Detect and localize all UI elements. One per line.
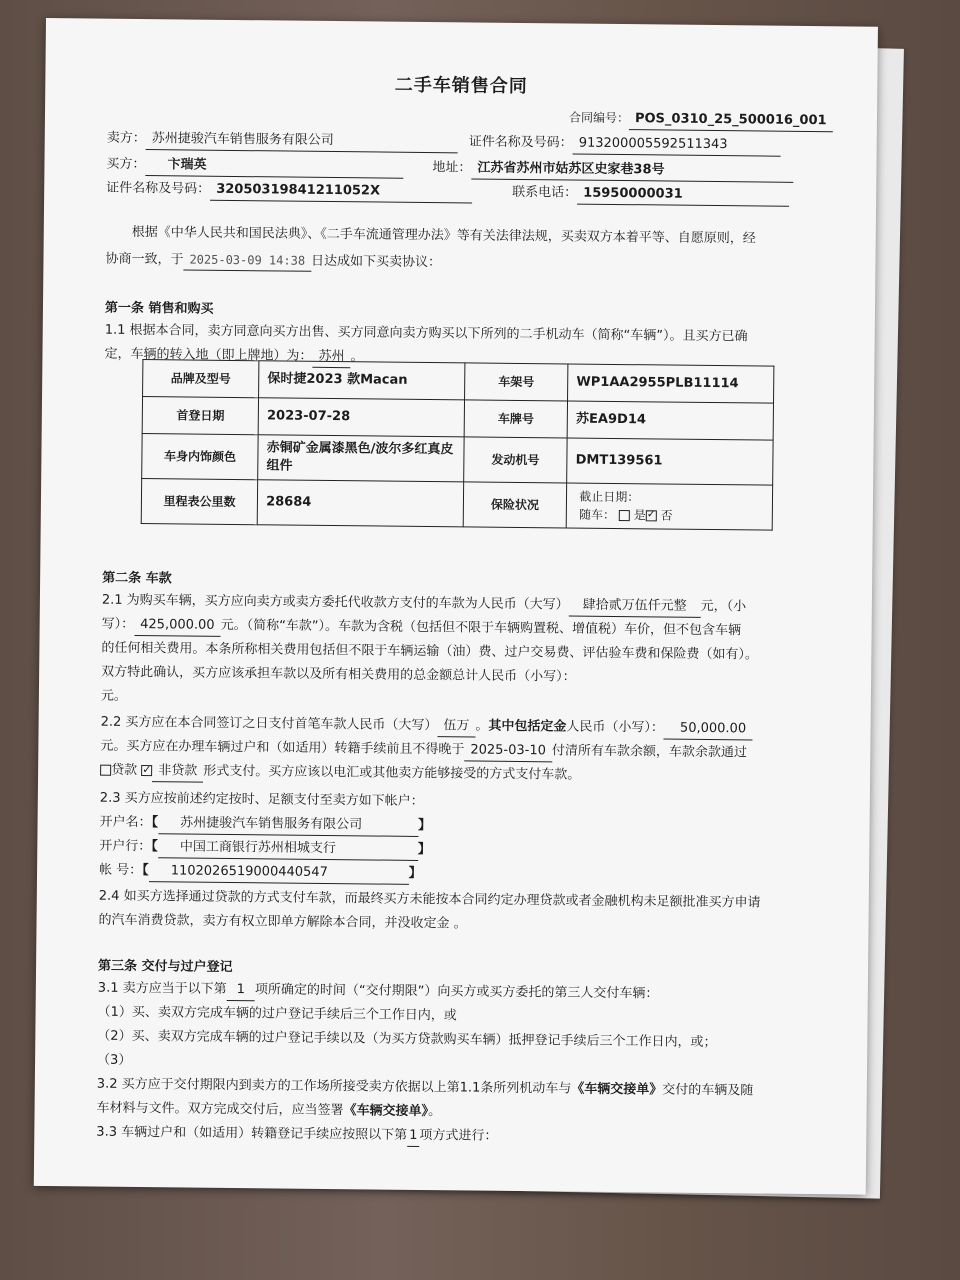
art2-p22-l2a: 元。买方应在办理车辆过户和（如适用）转籍手续前且不得晚于 xyxy=(100,738,465,758)
contract-no-value: POS_0310_25_500016_001 xyxy=(629,109,833,132)
insurance-label: 保险状况 xyxy=(463,482,567,528)
contract-no-row xyxy=(569,107,833,132)
art2-p21-line2 xyxy=(102,615,742,643)
vin-value: WP1AA2955PLB11114 xyxy=(568,364,774,403)
art2-p21-l2b: 元。（简称“车款”）。车款为含税（包括但不限于车辆购置税、增值税）车价，但不包含车辆 xyxy=(220,617,742,639)
brand-value: 保时捷2023 款Macan xyxy=(259,361,465,400)
buyer-phone-label: 联系电话： xyxy=(512,184,578,201)
art2-p21-l1a: 2.1 为购买车辆，买方应向卖方或卖方委托代收款方支付的车款为人民币（大写） xyxy=(101,592,569,613)
engine-value: DMT139561 xyxy=(567,438,773,485)
account-name: 苏州捷骏汽车销售服务有限公司 xyxy=(158,813,418,837)
art3-p33a: 3.3 车辆过户和（如适用）转籍登记手续应按照以下第 xyxy=(96,1124,408,1143)
deposit-bold: 其中包括定金 xyxy=(488,718,567,735)
art2-p21-line4: 双方特此确认，买方应该承担车款以及所有相关费用的总金额总计人民币（小写）： xyxy=(101,664,576,685)
yes-checkbox[interactable] xyxy=(619,510,630,521)
buyer-phone-row xyxy=(512,183,789,207)
buyer-row xyxy=(106,155,403,179)
contract-no-label: 合同编号： xyxy=(568,110,630,126)
reg-date-label: 首登日期 xyxy=(142,397,259,435)
art1-p1-line2b: 。 xyxy=(350,349,364,365)
art2-p21-line1 xyxy=(102,591,747,619)
art3-opt1: （1）买、卖双方完成车辆的过户登记手续后三个工作日内，或 xyxy=(97,1004,457,1024)
art3-p32-l2b: 。 xyxy=(428,1104,442,1120)
mileage-label: 里程表公里数 xyxy=(141,479,258,525)
art2-p21-l1b: 元，（小 xyxy=(700,598,747,615)
article-1-heading: 第一条 销售和购买 xyxy=(104,300,214,317)
no-label: 否 xyxy=(660,508,673,523)
article-3-heading: 第三条 交付与过户登记 xyxy=(97,958,233,976)
art3-opt3: （3） xyxy=(97,1052,132,1068)
price-in-words: 肆拾贰万伍仟元整 xyxy=(569,596,701,618)
with-car-row xyxy=(575,506,764,526)
table-row xyxy=(142,434,773,486)
plate-value: 苏EA9D14 xyxy=(567,401,773,440)
account-name-label: 开户名： xyxy=(99,814,152,831)
buyer-id-row xyxy=(106,179,472,204)
vin-label: 车架号 xyxy=(464,363,568,401)
account-no-row: 帐 号：【 1102026519000440547 】 xyxy=(99,861,422,885)
art2-p21-l2a: 写）： xyxy=(101,616,135,632)
table-row xyxy=(141,479,772,531)
buyer-name: 卞瑞英 xyxy=(145,155,403,179)
yes-label: 是 xyxy=(633,508,646,523)
buyer-label: 买方： xyxy=(106,156,146,173)
handover-doc-1: 《车辆交接单》 xyxy=(571,1081,663,1098)
buyer-addr-value: 江苏省苏州市姑苏区史家巷38号 xyxy=(471,158,793,182)
transfer-city: 苏州 xyxy=(312,347,350,368)
seller-id-row xyxy=(469,132,781,156)
art2-p22-l1b: 。 xyxy=(475,718,489,734)
intro-line-2 xyxy=(105,249,441,274)
no-checkbox[interactable] xyxy=(646,510,657,521)
brand-label: 品牌及型号 xyxy=(143,360,260,398)
seller-label: 卖方： xyxy=(106,130,146,147)
agreement-date: 2025-03-09 14:38 xyxy=(183,249,311,271)
delivery-item-no: 1 xyxy=(227,980,255,1001)
art2-p22-l1c: 人民币（小写）： xyxy=(566,719,665,736)
art3-p31b: 项所确定的时间（“交付期限”）向买方或买方委托的第三人交付车辆： xyxy=(254,982,659,1002)
bank-name: 中国工商银行苏州相城支行 xyxy=(158,837,418,861)
seller-name: 苏州捷骏汽车销售服务有限公司 xyxy=(146,129,458,153)
art3-p32-l1a: 3.2 买方应于交付期限内到卖方的工作场所接受卖方依据以上第1.1条所列机动车与 xyxy=(96,1076,572,1097)
buyer-phone-value: 15950000031 xyxy=(577,184,789,207)
buyer-addr-row xyxy=(432,158,793,183)
bank-row: 开户行：【 中国工商银行苏州相城支行 】 xyxy=(99,837,431,861)
art2-p22-l1a: 2.2 买方应在本合同签订之日支付首笔车款人民币（大写） xyxy=(100,714,438,734)
account-no-label: 帐 号： xyxy=(99,862,143,879)
account-name-row: 开户名：【 苏州捷骏汽车销售服务有限公司 】 xyxy=(99,813,431,837)
buyer-addr-label: 地址： xyxy=(432,160,472,176)
loan-checkbox[interactable] xyxy=(100,765,111,776)
buyer-id-label: 证件名称及号码： xyxy=(106,180,211,197)
loan-label: 贷款 xyxy=(111,762,138,778)
plate-label: 车牌号 xyxy=(464,400,568,438)
vehicle-info-table xyxy=(141,359,775,531)
account-no: 1102026519000440547 xyxy=(149,861,409,885)
deposit-amount: 50,000.00 xyxy=(664,719,752,741)
handover-doc-2: 《车辆交接单》 xyxy=(343,1103,429,1120)
expiry-label: 截止日期： xyxy=(579,489,640,505)
art3-p31a: 3.1 卖方应当于以下第 xyxy=(97,980,227,997)
nonloan-checkbox[interactable] xyxy=(141,765,152,776)
article-2-heading: 第二条 车款 xyxy=(102,570,172,587)
seller-row xyxy=(107,129,458,154)
seller-id-label: 证件名称及号码： xyxy=(468,134,573,151)
intro-line-2b: 日达成如下买卖协议： xyxy=(310,253,442,271)
art2-p21-line5: 元。 xyxy=(100,688,127,704)
intro-line-1: 根据《中华人民共和国民法典》、《二手车流通管理办法》等有关法律法规，买卖双方本着平等、自愿原则，经 xyxy=(131,224,756,247)
buyer-id-value: 32050319841211052X xyxy=(210,180,472,204)
art1-p1-line2a: 定，车辆的转入地（即上牌地）为： xyxy=(104,346,313,364)
reg-date-value: 2023-07-28 xyxy=(258,398,464,437)
art2-p21-line3: 的任何相关费用。本条所称相关费用包括但不限于车辆运输（油）费、过户交易费、评估验车费和保险费（如有）。 xyxy=(101,640,758,663)
bank-label: 开户行： xyxy=(99,838,152,855)
art3-p32-line1 xyxy=(97,1075,754,1102)
art3-p31 xyxy=(98,979,659,1006)
mileage-value: 28684 xyxy=(257,480,463,527)
engine-label: 发动机号 xyxy=(464,437,568,483)
art3-p32-l2a: 车材料与文件。双方完成交付后，应当签署 xyxy=(96,1100,344,1119)
transfer-method-no: 1 xyxy=(407,1126,420,1147)
art2-p24-line2: 的汽车消费贷款，卖方有权立即单方解除本合同，并没收定金 。 xyxy=(98,912,467,932)
art3-p33 xyxy=(96,1123,497,1148)
art3-p33b: 项方式进行： xyxy=(419,1127,498,1144)
art2-p22-line2 xyxy=(100,737,747,765)
insurance-cell xyxy=(566,483,772,530)
art2-p22-l2b: 付清所有车款余额，车款余款通过 xyxy=(551,743,748,761)
art2-p22-l3b: 形式支付。买方应该以电汇或其他卖方能够接受的方式支付车款。 xyxy=(203,763,581,783)
contract-page xyxy=(34,18,878,1195)
art3-p32-line2 xyxy=(96,1099,441,1123)
color-label: 车身内饰颜色 xyxy=(142,434,259,480)
first-payment-words: 伍万 xyxy=(437,716,475,737)
art2-p23-line1: 2.3 买方应按前述约定按时、足额支付至卖方如下帐户： xyxy=(99,790,424,809)
art1-p1-line1: 1.1 根据本合同，卖方同意向买方出售、买方同意向卖方购买以下所列的二手机动车（简称“车辆”）。且买方已确 xyxy=(104,322,748,345)
due-date: 2025-03-10 xyxy=(464,740,552,762)
art2-p24-line1: 2.4 如买方选择通过贷款的方式支付车款，而最终买方未能按本合同约定办理贷款或者金融机构未足额批准买方申请 xyxy=(98,888,761,911)
seller-id-value: 913200005592511343 xyxy=(573,134,781,157)
art2-p22-line1 xyxy=(101,713,753,741)
page-title: 二手车销售合同 xyxy=(394,74,528,98)
art3-opt2: （2）买、卖双方完成车辆的过户登记手续以及（为买方贷款购买车辆）抵押登记手续后三个工作日内，或； xyxy=(97,1028,717,1051)
art2-p22-line3 xyxy=(100,761,580,787)
price-in-figures: 425,000.00 xyxy=(134,615,221,637)
color-value: 赤铜矿金属漆黑色/波尔多红真皮组件 xyxy=(258,435,464,482)
with-car-label: 随车： xyxy=(579,507,616,522)
nonloan-label: 非贷款 xyxy=(152,761,203,783)
intro-line-2a: 协商一致，于 xyxy=(105,251,184,268)
art3-p32-l1b: 交付的车辆及随 xyxy=(662,1082,754,1099)
